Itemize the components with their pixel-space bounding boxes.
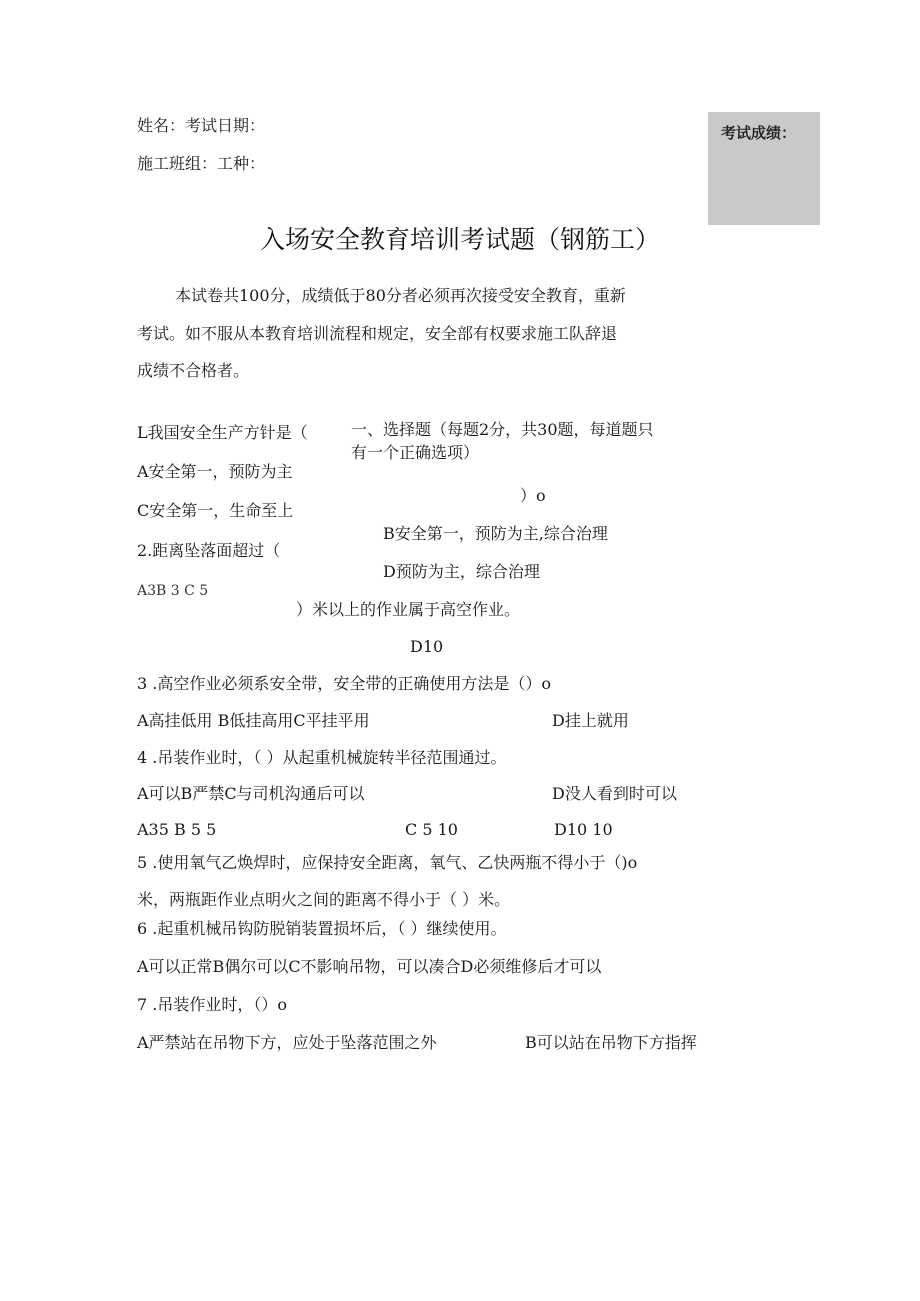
team-trade-label: 施工班组：工种： <box>137 154 266 173</box>
q2-stem: 2.距离坠落面超过（ <box>137 541 281 560</box>
q5-stem-line-1: 5 .使用氧气乙焕焊时，应保持安全距离，氧气、乙快两瓶不得小于（)o <box>137 853 638 872</box>
page-title: 入场安全教育培训考试题（钢筋工） <box>259 225 660 254</box>
q4-option-d: D没人看到时可以 <box>552 784 677 803</box>
q2-options-cut <box>137 580 237 599</box>
q7-stem: 7 .吊装作业时，（）o <box>137 995 287 1014</box>
q5-options-ab: A35 B 5 5 <box>137 820 217 839</box>
q3-options-abc: A高挂低用 B低挂高用C平挂平用 <box>137 711 370 730</box>
intro-line-2: 考试。如不服从本教育培训流程和规定，安全部有权要求施工队辞退 <box>137 324 618 343</box>
score-label: 考试成绩： <box>721 124 797 142</box>
q3-option-d: D挂上就用 <box>552 711 629 730</box>
q1-option-d: D预防为主，综合治理 <box>383 562 540 581</box>
q1-option-a: A安全第一，预防为主 <box>137 462 293 481</box>
q4-stem: 4 .吊装作业时，（ ）从起重机械旋转半径范围通过。 <box>137 748 507 767</box>
intro-line-1: 本试卷共100分，成绩低于80分者必须再次接受安全教育，重新 <box>175 286 626 305</box>
q6-stem: 6 .起重机械吊钩防脱销装置损坏后，（ ）继续使用。 <box>137 919 507 938</box>
score-box <box>708 112 820 225</box>
q2-options-text: A3B 3 C 5 <box>137 583 209 599</box>
q2-continuation: ）米以上的作业属于高空作业。 <box>296 600 521 619</box>
q1-option-b: B安全第一，预防为主,综合治理 <box>383 524 608 543</box>
q4-options-abc: A可以B严禁C与司机沟通后可以 <box>137 784 365 803</box>
section-heading-line-2: 有一个正确选项） <box>351 443 480 462</box>
q3-stem: 3 .高空作业必须系安全带，安全带的正确使用方法是（）o <box>137 674 551 693</box>
q6-options: A可以正常B偶尔可以C不影响吊物，可以凑合D必须维修后才可以 <box>137 957 602 976</box>
q2-option-d: D10 <box>410 637 444 656</box>
q5-option-c: C 5 10 <box>405 820 458 839</box>
q7-option-b: B可以站在吊物下方指挥 <box>525 1033 697 1052</box>
q1-close: ）o <box>520 486 546 505</box>
q5-stem-line-2: 米，两瓶距作业点明火之间的距离不得小于（ ）米。 <box>137 890 511 909</box>
q7-option-a: A严禁站在吊物下方，应处于坠落范围之外 <box>137 1033 437 1052</box>
q5-option-d: D10 10 <box>554 820 613 839</box>
intro-line-3: 成绩不合格者。 <box>137 361 250 380</box>
q1-option-c: C安全第一，生命至上 <box>137 501 294 520</box>
section-heading-line-1: 一、选择题（每题2分，共30题，每道题只 <box>351 420 654 439</box>
q1-stem: L我国安全生产方针是（ <box>137 423 308 442</box>
name-date-label: 姓名：考试日期： <box>137 116 266 135</box>
